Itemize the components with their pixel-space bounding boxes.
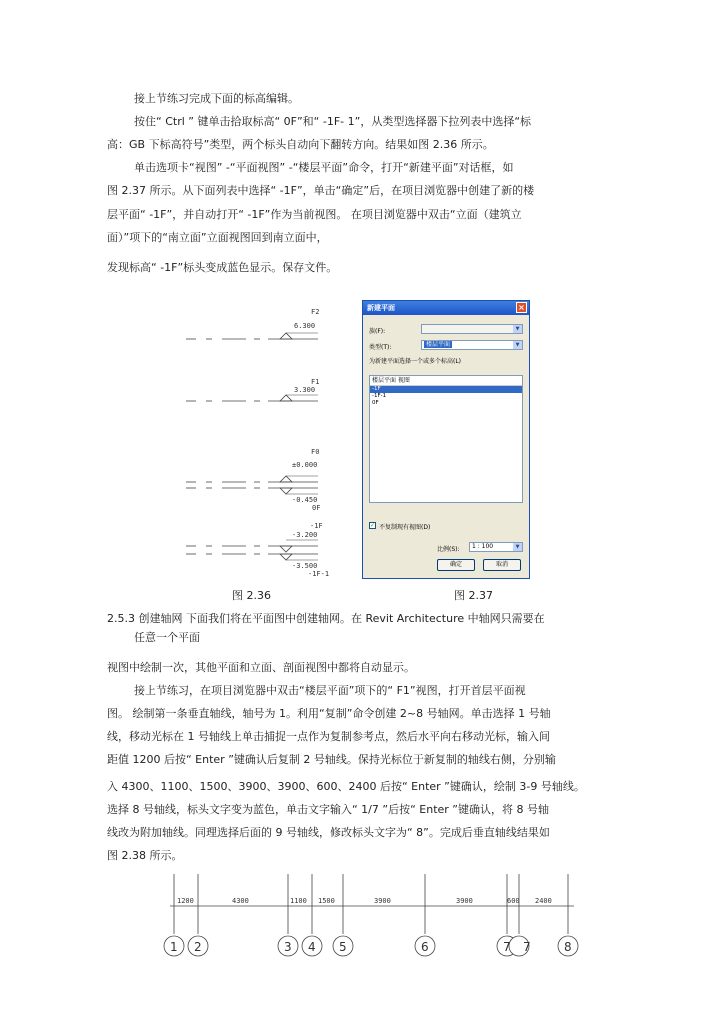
grid-bubble-label: 6 bbox=[421, 940, 429, 954]
level-name: F0 bbox=[311, 448, 320, 456]
level-value: 3.300 bbox=[294, 386, 316, 394]
paragraph: 按住“ Ctrl ” 键单击拾取标高“ 0F”和“ -1F- 1”，从类型选择器下拉列表中选择“标 bbox=[134, 115, 532, 128]
list-item[interactable]: -1F-1 bbox=[372, 393, 387, 399]
dimension-label: 1200 bbox=[177, 897, 194, 905]
dimension-label: 1500 bbox=[318, 897, 335, 905]
dimension-label: 2400 bbox=[535, 897, 552, 905]
paragraph: 单击选项卡“视图” -“平面视图” -“楼层平面”命令，打开“新建平面”对话框，如 bbox=[134, 161, 514, 174]
level-name: F1 bbox=[311, 378, 320, 386]
grid-bubble-label: 2 bbox=[194, 940, 202, 954]
paragraph: 图 2.37 所示。从下面列表中选择“ -1F”，单击“确定”后，在项目浏览器中创建了新的楼 bbox=[107, 184, 535, 197]
grid-bubble-label: 4 bbox=[308, 940, 316, 954]
type-select-value: 楼层平面 bbox=[426, 341, 451, 348]
checkbox-label: 不复制现有视图(D) bbox=[379, 524, 431, 531]
paragraph: 接上节练习完成下面的标高编辑。 bbox=[134, 92, 299, 105]
dimension-label: 3900 bbox=[456, 897, 473, 905]
close-icon[interactable]: × bbox=[516, 302, 527, 313]
paragraph: 发现标高“ -1F”标头变成蓝色显示。保存文件。 bbox=[107, 261, 338, 274]
paragraph: 视图中绘制一次，其他平面和立面、剖面视图中都将自动显示。 bbox=[107, 661, 415, 674]
levels-listbox[interactable] bbox=[369, 375, 523, 503]
grid-bubble-label: 7 bbox=[503, 940, 511, 954]
chevron-down-icon: ▼ bbox=[513, 325, 522, 333]
list-item[interactable]: 0F bbox=[372, 400, 379, 406]
type-label: 类型(T): bbox=[369, 344, 392, 351]
level-hint: 为新建平面选择一个或多个标高(L) bbox=[369, 358, 462, 365]
figure-caption: 图 2.37 bbox=[454, 589, 493, 602]
family-select[interactable] bbox=[421, 324, 523, 334]
level-value: -0.450 bbox=[292, 496, 318, 504]
grid-bubble-label: 7 bbox=[523, 940, 531, 954]
level-name: 0F bbox=[312, 504, 321, 512]
paragraph: 面）”项下的“南立面”立面视图回到南立面中， bbox=[107, 231, 328, 244]
paragraph: 入 4300、1100、1500、3900、3900、600、2400 后按“ Enter ”键确认，绘制 3-9 号轴线。 bbox=[107, 780, 585, 793]
grid-bubble-label: 5 bbox=[339, 940, 347, 954]
level-f2 bbox=[186, 308, 319, 339]
level-value: ±0.000 bbox=[292, 461, 318, 469]
level-name: F2 bbox=[311, 308, 320, 316]
scale-select[interactable] bbox=[469, 542, 523, 552]
dimension-label: 4300 bbox=[232, 897, 249, 905]
grid-bubble-label: 3 bbox=[284, 940, 292, 954]
no-duplicate-views-checkbox[interactable]: ✓ bbox=[370, 522, 376, 529]
paragraph: 线，移动光标在 1 号轴线上单击捕捉一点作为复制参考点，然后水平向右移动光标，输入间 bbox=[107, 730, 550, 743]
dimension-label: 600 bbox=[507, 897, 520, 905]
dimension-label: 1100 bbox=[290, 897, 307, 905]
elevation-levels-figure bbox=[180, 306, 330, 581]
section-heading: 2.5.3 创建轴网 下面我们将在平面图中创建轴网。在 Revit Architecture 中轴网只需要在 bbox=[107, 612, 545, 625]
level-f1 bbox=[186, 378, 319, 401]
level-name: -1F bbox=[310, 522, 323, 530]
paragraph: 线改为附加轴线。同理选择后面的 9 号轴线，修改标头文字为“ 8”。完成后垂直轴线结果如 bbox=[107, 826, 550, 839]
ok-button[interactable]: 确定 bbox=[437, 559, 475, 571]
chevron-down-icon: ▼ bbox=[513, 341, 522, 349]
level-name: -1F-1 bbox=[308, 570, 330, 578]
new-plan-dialog bbox=[362, 300, 530, 579]
listbox-header: 楼层平面 视图 bbox=[370, 376, 522, 386]
grid-bubble-label: 8 bbox=[564, 940, 572, 954]
dimension-label: 3900 bbox=[374, 897, 391, 905]
level-minus-1f-1 bbox=[186, 554, 329, 578]
figure-caption: 图 2.36 bbox=[232, 589, 271, 602]
level-value: 6.300 bbox=[294, 322, 316, 330]
paragraph: 图。 绘制第一条垂直轴线，轴号为 1。利用“复制”命令创建 2~8 号轴网。单击选择 1 号轴 bbox=[107, 707, 551, 720]
paragraph: 选择 8 号轴线，标头文字变为蓝色，单击文字输入“ 1/7 ”后按“ Enter ”键确认，将 8 号轴 bbox=[107, 803, 549, 816]
scale-select-value: 1 : 100 bbox=[472, 543, 494, 550]
scale-label: 比例(S): bbox=[437, 546, 460, 553]
paragraph: 任意一个平面 bbox=[134, 631, 200, 644]
level-value: -3.500 bbox=[292, 562, 318, 570]
level-value: -3.200 bbox=[292, 531, 318, 539]
paragraph: 层平面“ -1F”，并自动打开“ -1F”作为当前视图。 在项目浏览器中双击“立面（建筑立 bbox=[107, 208, 522, 221]
paragraph: 高：GB 下标高符号”类型，两个标头自动向下翻转方向。结果如图 2.36 所示。 bbox=[107, 138, 494, 151]
type-select[interactable] bbox=[421, 340, 523, 350]
chevron-down-icon: ▼ bbox=[513, 543, 522, 551]
list-item[interactable]: -1F bbox=[370, 386, 522, 393]
level-f0 bbox=[186, 448, 319, 482]
level-0f bbox=[186, 488, 320, 512]
dialog-titlebar bbox=[363, 301, 529, 315]
paragraph: 距值 1200 后按“ Enter ”键确认后复制 2 号轴线。保持光标位于新复制的轴线右侧，分别输 bbox=[107, 753, 556, 766]
grid-bubble-label: 1 bbox=[170, 940, 178, 954]
dialog-title: 新建平面 bbox=[367, 304, 395, 312]
cancel-button[interactable]: 取消 bbox=[483, 559, 521, 571]
grid-axes-figure bbox=[150, 874, 590, 964]
family-label: 族(F): bbox=[369, 328, 386, 335]
paragraph: 图 2.38 所示。 bbox=[107, 849, 183, 862]
level-minus-1f bbox=[186, 522, 323, 552]
paragraph: 接上节练习，在项目浏览器中双击“楼层平面”项下的“ F1”视图，打开首层平面视 bbox=[134, 684, 526, 697]
